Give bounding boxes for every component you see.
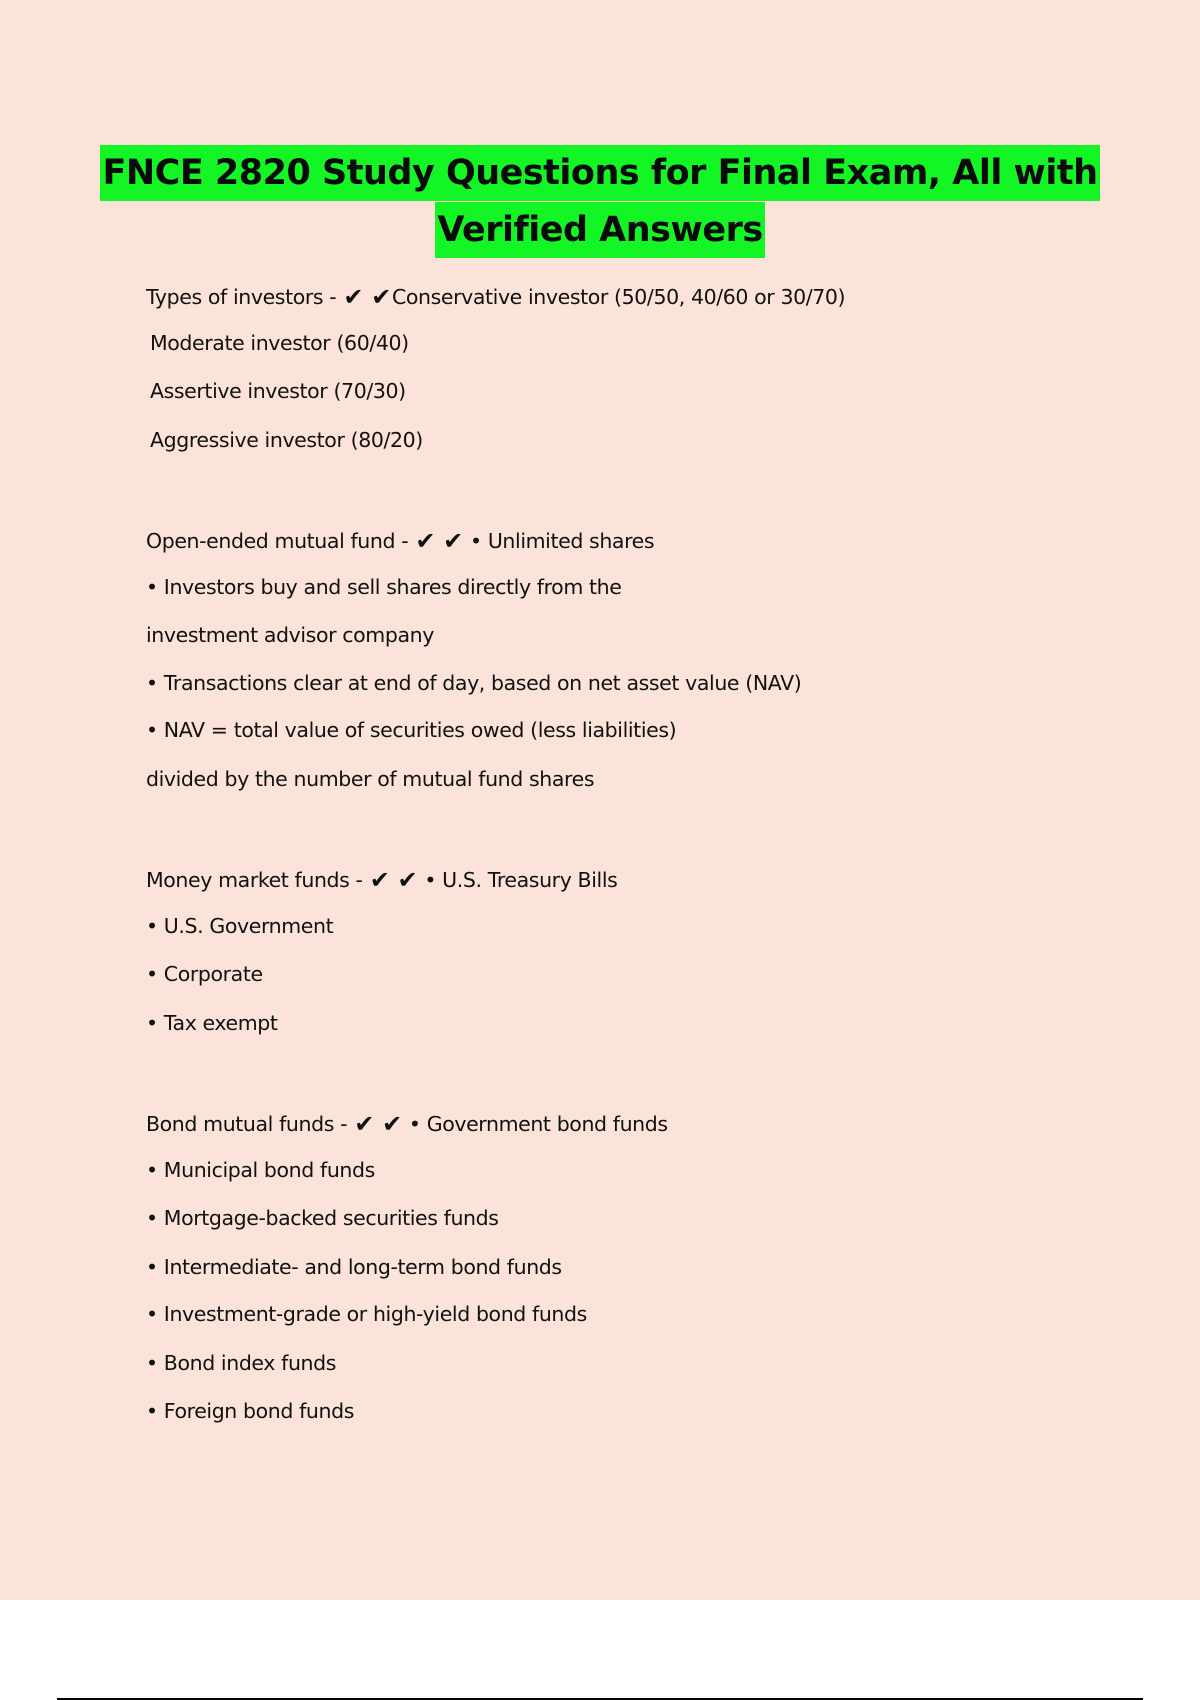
answer-line: • Municipal bond funds	[146, 1158, 375, 1182]
question-term: Types of investors -	[146, 285, 343, 309]
answer-line: • Government bond funds	[408, 1112, 668, 1136]
answer-line: • Corporate	[146, 962, 263, 986]
qa-money-market-funds	[146, 865, 617, 893]
title-line-1: FNCE 2820 Study Questions for Final Exam, All with	[100, 145, 1099, 201]
qa-open-ended-mutual-fund	[146, 526, 654, 554]
title-line-2: Verified Answers	[435, 202, 764, 258]
answer-line: Aggressive investor (80/20)	[150, 428, 423, 452]
check-icon: ✔	[397, 866, 418, 894]
answer-line: • Foreign bond funds	[146, 1399, 354, 1423]
answer-line: Moderate investor (60/40)	[150, 331, 409, 355]
check-icon: ✔	[369, 866, 390, 894]
check-icon: ✔	[371, 283, 391, 311]
answer-line: divided by the number of mutual fund shares	[146, 767, 595, 791]
check-icon: ✔	[443, 527, 463, 555]
answer-line: • Investors buy and sell shares directly from the	[146, 575, 622, 599]
answer-line: • Tax exempt	[146, 1011, 278, 1035]
answer-line: • NAV = total value of securities owed (less liabilities)	[146, 718, 677, 742]
check-icon: ✔	[382, 1110, 402, 1138]
answer-line: investment advisor company	[146, 623, 434, 647]
answer-line: • Transactions clear at end of day, based on net asset value (NAV)	[146, 671, 802, 695]
check-icon: ✔	[415, 527, 436, 555]
answer-line: • U.S. Treasury Bills	[424, 868, 618, 892]
document-title	[100, 145, 1100, 258]
question-term: Money market funds -	[146, 868, 369, 892]
qa-bond-mutual-funds	[146, 1109, 668, 1137]
check-icon: ✔	[343, 283, 364, 311]
answer-line: • U.S. Government	[146, 914, 334, 938]
answer-line: • Bond index funds	[146, 1351, 337, 1375]
answer-line: • Investment-grade or high-yield bond funds	[146, 1302, 587, 1326]
qa-types-of-investors	[146, 282, 845, 310]
check-icon: ✔	[354, 1110, 374, 1138]
question-term: Bond mutual funds -	[146, 1112, 354, 1136]
answer-line: • Intermediate- and long-term bond funds	[146, 1255, 562, 1279]
answer-line: Conservative investor (50/50, 40/60 or 30/70)	[391, 285, 846, 309]
answer-line: • Mortgage-backed securities funds	[146, 1206, 499, 1230]
answer-line: • Unlimited shares	[470, 529, 655, 553]
answer-line: Assertive investor (70/30)	[150, 379, 406, 403]
question-term: Open-ended mutual fund -	[146, 529, 415, 553]
